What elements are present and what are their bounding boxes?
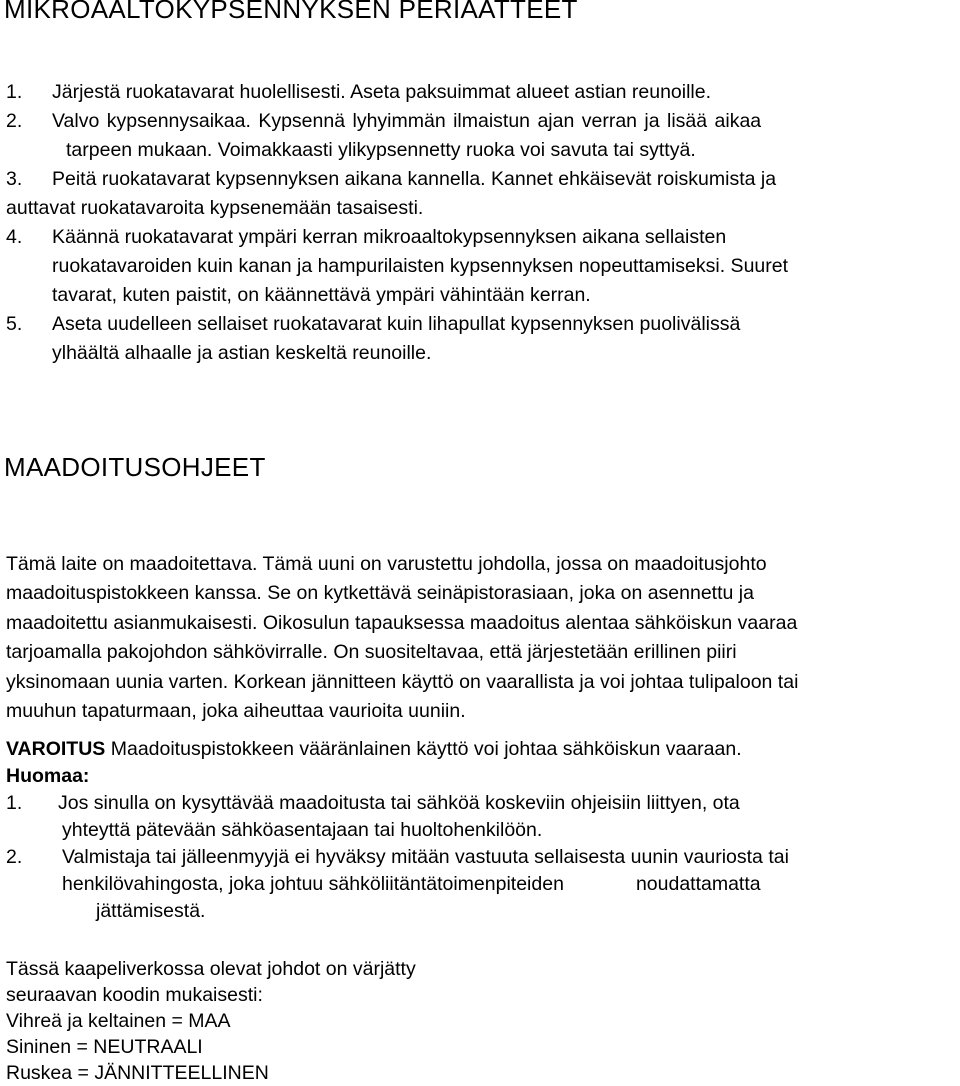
note-line: yhteyttä pätevään sähköasentajaan tai huoltohenkilöön. xyxy=(62,819,543,841)
note-number: 1. xyxy=(6,792,23,814)
list-number: 2. xyxy=(6,110,23,132)
list-line: tavarat, kuten paistit, on käännettävä ympäri vähintään kerran. xyxy=(52,284,591,306)
color-code-neutral: Sininen = NEUTRAALI xyxy=(6,1036,203,1058)
list-line: Peitä ruokatavarat kypsennyksen aikana kannella. Kannet ehkäisevät roiskumista ja xyxy=(52,168,777,190)
list-line: auttavat ruokatavaroita kypsenemään tasaisesti. xyxy=(6,197,424,219)
paragraph-line: Tämä laite on maadoitettava. Tämä uuni on varustettu johdolla, jossa on maadoitusjohto xyxy=(6,553,767,575)
list-text xyxy=(6,107,954,165)
note-line: jättämisestä. xyxy=(96,900,206,922)
list-line: Käännä ruokatavarat ympäri kerran mikroaaltokypsennyksen aikana sellaisten xyxy=(52,226,727,248)
list-number: 4. xyxy=(6,226,23,248)
list-item xyxy=(6,107,954,165)
list-text xyxy=(6,310,954,339)
cable-intro: Tässä kaapeliverkossa olevat johdot on värjätty xyxy=(6,958,416,980)
list-line: tarpeen mukaan. Voimakkaasti ylikypsennetty ruoka voi savuta tai syttyä. xyxy=(66,139,696,161)
note-label: Huomaa: xyxy=(6,765,90,787)
microwave-principles-list xyxy=(6,78,954,368)
warning-text: Maadoituspistokkeen vääränlainen käyttö voi johtaa sähköiskun vaaraan. xyxy=(105,738,742,760)
grounding-paragraph xyxy=(6,550,956,726)
warning-line xyxy=(6,736,956,790)
color-code-live: Ruskea = JÄNNITTEELLINEN xyxy=(6,1062,269,1084)
note-item xyxy=(6,790,956,844)
list-item xyxy=(6,78,954,107)
section-title-grounding-instructions: MAADOITUSOHJEET xyxy=(4,452,266,482)
list-item xyxy=(6,310,954,368)
list-text xyxy=(6,223,954,252)
list-line: ruokatavaroiden kuin kanan ja hampurilaisten kypsennyksen nopeuttamiseksi. Suuret xyxy=(52,255,789,277)
list-number: 1. xyxy=(6,81,23,103)
list-number: 3. xyxy=(6,168,23,190)
note-item xyxy=(6,844,956,925)
cable-intro: seuraavan koodin mukaisesti: xyxy=(6,984,263,1006)
note-line: Jos sinulla on kysyttävää maadoitusta tai sähköä koskeviin ohjeisiin liittyen, ota xyxy=(58,792,740,814)
list-item xyxy=(6,165,954,223)
section-title-microwave-principles: MIKROAALTOKYPSENNYKSEN PERIAATTEET xyxy=(4,0,578,24)
color-code-ground: Vihreä ja keltainen = MAA xyxy=(6,1010,231,1032)
list-text: Järjestä ruokatavarat huolellisesti. Aseta paksuimmat alueet astian reunoille. xyxy=(52,81,712,103)
list-item xyxy=(6,223,954,310)
list-line: Aseta uudelleen sellaiset ruokatavarat kuin lihapullat kypsennyksen puolivälissä xyxy=(52,313,741,335)
paragraph-line: maadoituspistokkeen kanssa. Se on kytkettävä seinäpistorasiaan, joka on asennettu ja xyxy=(6,582,754,605)
paragraph-line: yksinomaan uunia varten. Korkean jännitteen käyttö on vaarallista ja voi johtaa tulipaloon tai xyxy=(6,670,799,693)
list-number: 5. xyxy=(6,313,23,335)
note-line-part: noudattamatta xyxy=(635,873,761,895)
paragraph-line: muuhun tapaturmaan, joka aiheuttaa vaurioita uuniin. xyxy=(6,700,466,723)
list-line: Valvo kypsennysaikaa. Kypsennä lyhyimmän ilmaistun ajan verran ja lisää aikaa xyxy=(52,110,762,132)
notes-list xyxy=(6,790,956,925)
note-number: 2. xyxy=(6,846,23,868)
color-codes xyxy=(6,956,416,1086)
note-line: Valmistaja tai jälleenmyyjä ei hyväksy mitään vastuuta sellaisesta uunin vauriosta tai xyxy=(62,846,789,868)
note-line xyxy=(6,871,956,898)
paragraph-line: maadoitettu asianmukaisesti. Oikosulun tapauksessa maadoitus alentaa sähköiskun vaaraa xyxy=(6,611,798,634)
note-line-part: henkilövahingosta, joka johtuu sähköliitäntätoimenpiteiden xyxy=(62,873,564,895)
warning-label: VAROITUS xyxy=(6,738,106,760)
list-text xyxy=(6,165,954,194)
list-line: ylhäältä alhaalle ja astian keskeltä reunoille. xyxy=(52,342,432,364)
paragraph-line: tarjoamalla pakojohdon sähkövirralle. On suositeltavaa, että järjestetään erillinen piiri xyxy=(6,641,737,664)
